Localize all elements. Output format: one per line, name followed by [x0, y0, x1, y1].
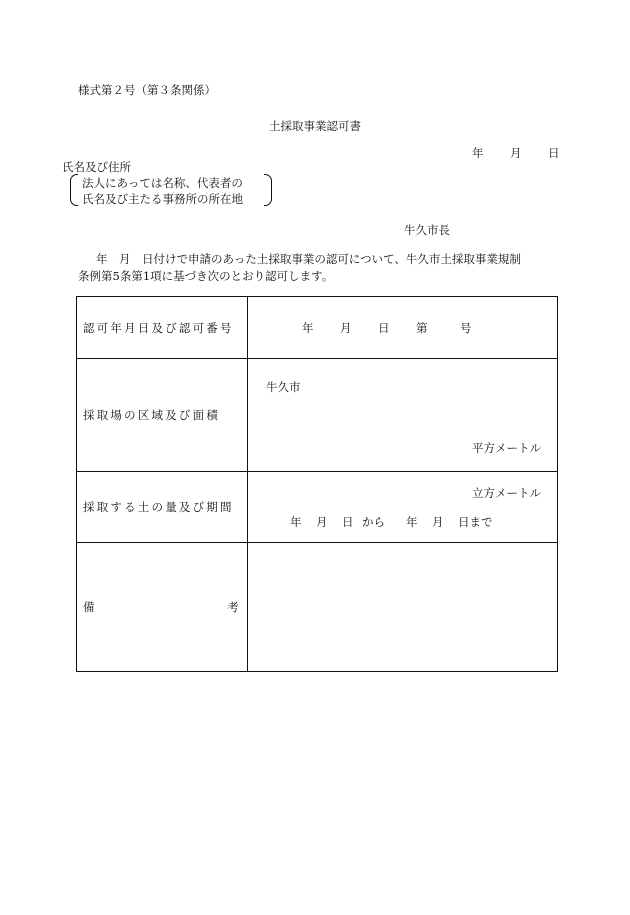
- remarks-label: [77, 543, 248, 672]
- applicant-note-line2: 氏名及び主たる事務所の所在地: [82, 192, 243, 206]
- applicant-label: 氏名及び住所: [62, 160, 131, 174]
- permit-day: 日: [378, 321, 390, 335]
- left-bracket: [70, 174, 78, 206]
- permit-table: [76, 296, 558, 672]
- right-bracket: [264, 174, 272, 206]
- table-row: [77, 472, 558, 543]
- remarks-label-left: 備: [83, 600, 97, 614]
- volume-unit: 立方メートル: [472, 486, 541, 500]
- from-word: から: [362, 515, 385, 529]
- period: [290, 514, 493, 530]
- table-row: [77, 359, 558, 472]
- form-number: 様式第２号（第３条関係）: [78, 83, 216, 97]
- date-month: 月: [510, 146, 522, 160]
- soil-volume-period-value: [248, 472, 558, 543]
- date-year: 年: [472, 146, 484, 160]
- issuer-title: 牛久市長: [404, 223, 450, 237]
- location-prefix: 牛久市: [266, 380, 301, 394]
- permit-no-suffix: 号: [460, 321, 472, 335]
- permit-year: 年: [302, 321, 314, 335]
- permit-date-number-label: 認可年月日及び認可番号: [77, 297, 248, 359]
- from-month: 月: [316, 515, 328, 529]
- area-value: [248, 359, 558, 472]
- to-year: 年: [406, 515, 418, 529]
- table-row: [77, 297, 558, 359]
- issue-date: [472, 145, 560, 161]
- remarks-value: [248, 543, 558, 672]
- area-unit: 平方メートル: [472, 441, 541, 455]
- body-text-line2: 条例第5条第1項に基づき次のとおり認可します。: [78, 269, 334, 283]
- to-day-until: 日まで: [458, 515, 493, 529]
- date-day: 日: [548, 146, 560, 160]
- soil-volume-period-label: 採取する土の量及び期間: [77, 472, 248, 543]
- remarks-label-right: 考: [227, 600, 241, 614]
- body-text-line1: 年 月 日付けで申請のあった土採取事業の認可について、牛久市土採取事業規制: [96, 252, 521, 266]
- permit-date-number-value: [248, 297, 558, 359]
- to-month: 月: [432, 515, 444, 529]
- permit-month: 月: [340, 321, 352, 335]
- area-label: 採取場の区域及び面積: [77, 359, 248, 472]
- document-title: 土採取事業認可書: [269, 119, 361, 133]
- table-row: [77, 543, 558, 672]
- applicant-note: [70, 174, 272, 206]
- from-day: 日: [342, 515, 354, 529]
- applicant-note-line1: 法人にあっては名称、代表者の: [82, 176, 243, 190]
- from-year: 年: [290, 515, 302, 529]
- permit-no-prefix: 第: [416, 321, 428, 335]
